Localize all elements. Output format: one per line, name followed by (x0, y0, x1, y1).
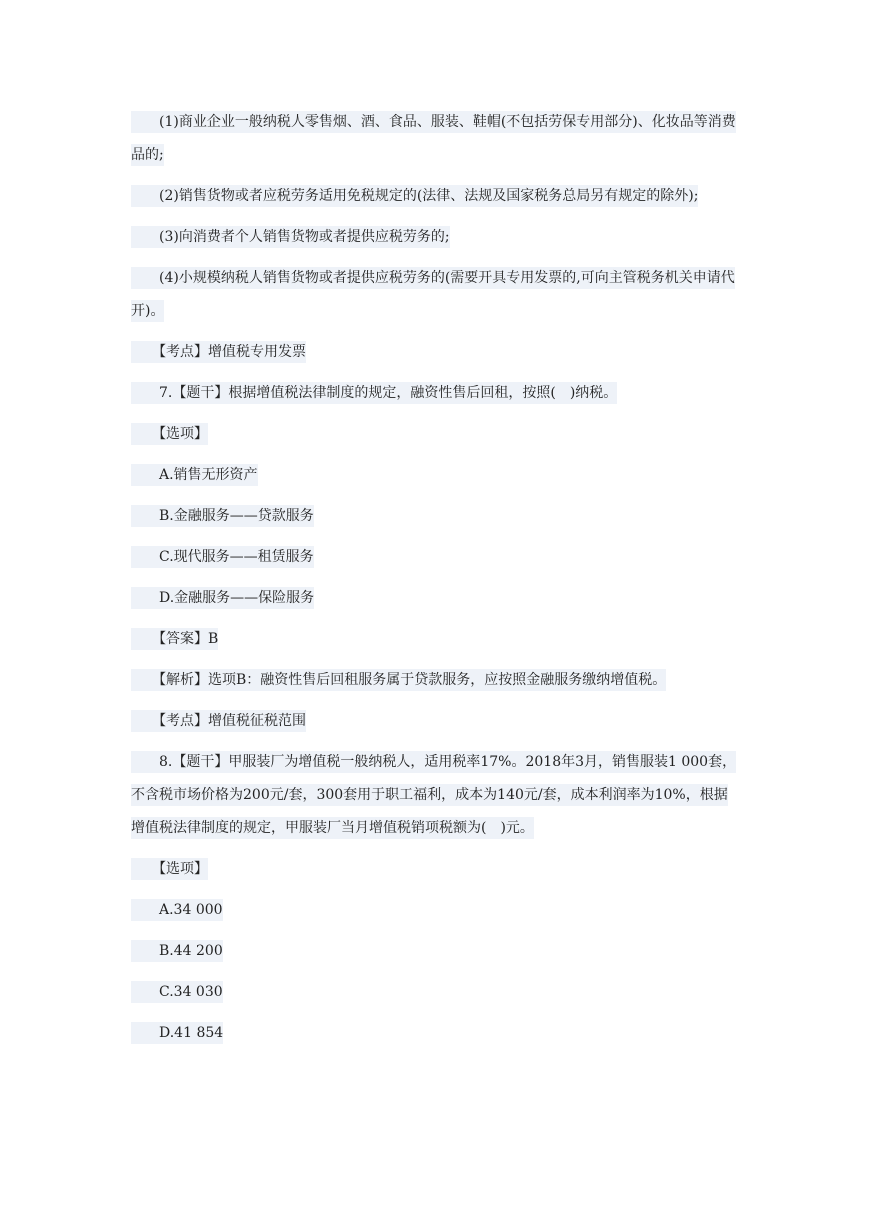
question-7-option-d (131, 582, 741, 615)
question-8-option-d (131, 1017, 741, 1050)
paragraph-text: 【解析】选项B：融资性售后回租服务属于贷款服务，应按照金融服务缴纳增值税。 (131, 669, 666, 691)
paragraph-small-scale-taxpayer (131, 262, 741, 328)
paragraph-text: 【选项】 (131, 858, 208, 880)
paragraph-text: C.34 030 (131, 981, 223, 1003)
paragraph-text: 【考点】增值税征税范围 (131, 710, 306, 732)
question-7-option-c (131, 541, 741, 574)
paragraph-text: 【选项】 (131, 423, 208, 445)
question-7-option-b (131, 500, 741, 533)
question-8-options-header (131, 853, 741, 886)
question-7-stem (131, 377, 741, 410)
document-body (131, 106, 741, 1058)
paragraph-text: B.44 200 (131, 940, 223, 962)
question-7-option-a (131, 459, 741, 492)
question-8-option-b (131, 935, 741, 968)
paragraph-individual-consumers (131, 221, 741, 254)
paragraph-text: (3)向消费者个人销售货物或者提供应税劳务的; (131, 226, 450, 248)
paragraph-text: 8.【题干】甲服装厂为增值税一般纳税人，适用税率17%。2018年3月，销售服装1 000套，不含税市场价格为200元/套，300套用于职工福利，成本为140元/套，成本利润率为10%，根据增值税法律制度的规定，甲服装厂当月增值税销项税额为( )元。 (131, 751, 736, 839)
paragraph-text: D.41 854 (131, 1022, 223, 1044)
paragraph-tax-exempt-sales (131, 180, 741, 213)
question-8-option-c (131, 976, 741, 1009)
paragraph-text: D.金融服务——保险服务 (131, 587, 314, 609)
key-point-special-invoice (131, 336, 741, 369)
paragraph-text: C.现代服务——租赁服务 (131, 546, 314, 568)
paragraph-text: A.销售无形资产 (131, 464, 258, 486)
paragraph-text: (1)商业企业一般纳税人零售烟、酒、食品、服装、鞋帽(不包括劳保专用部分)、化妆品等消费品的; (131, 111, 736, 166)
paragraph-text: 【答案】B (131, 628, 218, 650)
question-7-explanation (131, 664, 741, 697)
paragraph-text: (2)销售货物或者应税劳务适用免税规定的(法律、法规及国家税务总局另有规定的除外); (131, 185, 698, 207)
paragraph-text: (4)小规模纳税人销售货物或者提供应税劳务的(需要开具专用发票的,可向主管税务机关申请代开)。 (131, 267, 735, 322)
question-8-option-a (131, 894, 741, 927)
key-point-vat-scope (131, 705, 741, 738)
paragraph-text: B.金融服务——贷款服务 (131, 505, 314, 527)
question-8-stem (131, 746, 741, 845)
paragraph-text: A.34 000 (131, 899, 223, 921)
paragraph-text: 【考点】增值税专用发票 (131, 341, 306, 363)
paragraph-retail-consumer-goods (131, 106, 741, 172)
question-7-options-header (131, 418, 741, 451)
question-7-answer (131, 623, 741, 656)
paragraph-text: 7.【题干】根据增值税法律制度的规定，融资性售后回租，按照( )纳税。 (131, 382, 617, 404)
